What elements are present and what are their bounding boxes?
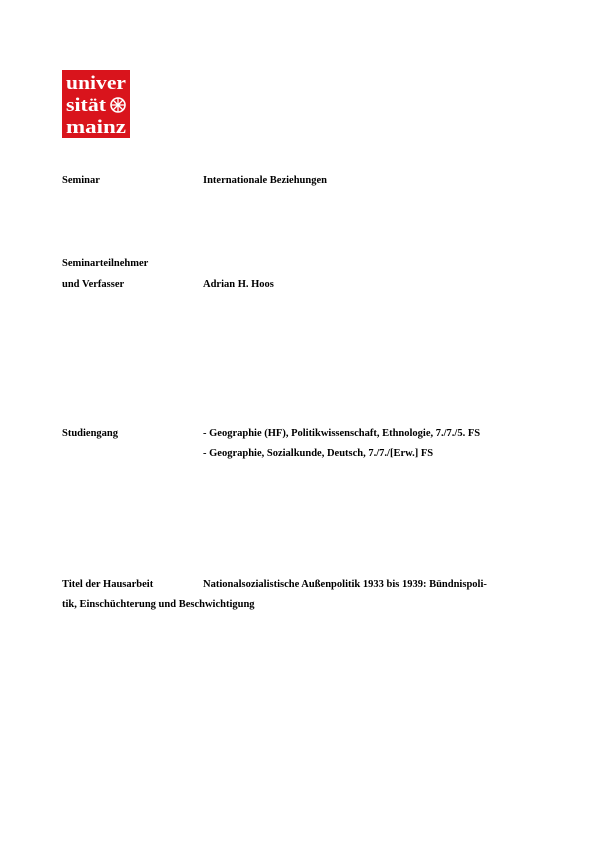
author-label-line1: Seminarteilnehmer xyxy=(62,258,149,269)
title-value-line1: Nationalsozialistische Außenpolitik 1933 bis 1939: Bündnispoli- xyxy=(203,579,487,590)
program-value-line1: - Geographie (HF), Politikwissenschaft, Ethnologie, 7./7./5. FS xyxy=(203,428,481,439)
author-value: Adrian H. Hoos xyxy=(203,279,274,290)
author-label-line2: und Verfasser xyxy=(62,279,125,290)
program-label: Studiengang xyxy=(62,428,119,439)
title-label: Titel der Hausarbeit xyxy=(62,579,154,590)
seminar-value: Internationale Beziehungen xyxy=(203,175,327,186)
university-logo-mark xyxy=(62,70,130,138)
university-logo xyxy=(62,70,130,138)
seminar-label: Seminar xyxy=(62,175,100,186)
logo-line-1: univer xyxy=(66,73,127,94)
logo-line-3: mainz xyxy=(66,117,127,138)
program-value-line2: - Geographie, Sozialkunde, Deutsch, 7./7./[Erw.] FS xyxy=(203,448,434,459)
logo-line-2: sität xyxy=(66,95,107,116)
logo-wheel-icon xyxy=(111,98,125,112)
title-value-line2: tik, Einschüchterung und Beschwichtigung xyxy=(62,599,255,610)
